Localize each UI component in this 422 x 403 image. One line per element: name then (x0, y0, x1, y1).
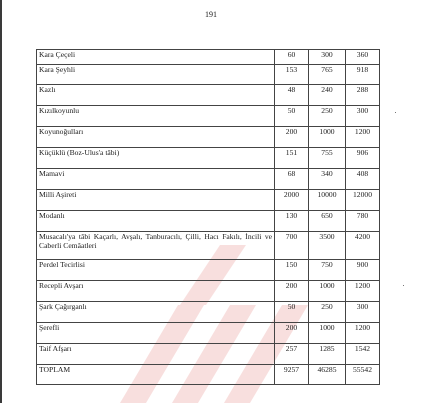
page-number: 191 (205, 10, 217, 19)
value-a-cell: 151 (275, 148, 309, 169)
table-row (37, 190, 380, 211)
value-c-cell: 408 (346, 169, 380, 190)
value-b-cell: 765 (309, 65, 346, 85)
value-c-cell: 288 (346, 85, 380, 106)
value-a-cell: 50 (275, 106, 309, 127)
value-b-cell: 1000 (309, 281, 346, 302)
total-b-cell: 46285 (309, 365, 346, 385)
tribe-name-cell: Küçüklü (Boz-Ulus'a tâbi) (37, 148, 275, 169)
tribe-name-cell: Recepli Avşarı (37, 281, 275, 302)
tribe-name-cell: Kazlı (37, 85, 275, 106)
total-c-cell: 55542 (346, 365, 380, 385)
value-b-cell: 240 (309, 85, 346, 106)
table-row (37, 65, 380, 85)
table-row (37, 50, 380, 65)
table-row (37, 211, 380, 232)
value-a-cell: 200 (275, 127, 309, 148)
value-a-cell: 153 (275, 65, 309, 85)
value-c-cell: 4200 (346, 232, 380, 260)
value-a-cell: 200 (275, 323, 309, 344)
value-c-cell: 300 (346, 302, 380, 323)
value-b-cell: 650 (309, 211, 346, 232)
value-c-cell: 1200 (346, 323, 380, 344)
scan-speck (403, 285, 404, 286)
table-row (37, 281, 380, 302)
value-c-cell: 906 (346, 148, 380, 169)
tribe-name-cell: Modanlı (37, 211, 275, 232)
value-b-cell: 3500 (309, 232, 346, 260)
value-b-cell: 1285 (309, 344, 346, 365)
value-b-cell: 340 (309, 169, 346, 190)
tribe-name-cell: Milli Aşireti (37, 190, 275, 211)
table-total-row (37, 365, 380, 385)
value-c-cell: 1200 (346, 281, 380, 302)
tribe-name-cell: Kara Çeçeli (37, 50, 275, 65)
value-c-cell: 1542 (346, 344, 380, 365)
value-b-cell: 250 (309, 302, 346, 323)
table-row (37, 302, 380, 323)
tribe-name-cell: Taif Afşarı (37, 344, 275, 365)
value-a-cell: 130 (275, 211, 309, 232)
tribe-name-cell: Musacalı'ya tâbi Kaçarlı, Avşalı, Tanburacılı, Çilli, Hacı Fakılı, İncili ve Caberli Cemâatleri (37, 232, 275, 260)
value-b-cell: 755 (309, 148, 346, 169)
value-a-cell: 700 (275, 232, 309, 260)
tribe-name-cell: Kızılkoyunlu (37, 106, 275, 127)
value-a-cell: 200 (275, 281, 309, 302)
population-table (36, 49, 380, 385)
value-b-cell: 10000 (309, 190, 346, 211)
tribe-name-cell: Kara Şeyhli (37, 65, 275, 85)
table-row (37, 106, 380, 127)
value-c-cell: 780 (346, 211, 380, 232)
table-row (37, 127, 380, 148)
tribe-name-cell: Mamavi (37, 169, 275, 190)
table-row (37, 323, 380, 344)
value-a-cell: 48 (275, 85, 309, 106)
total-label-cell: TOPLAM (37, 365, 275, 385)
value-b-cell: 1000 (309, 323, 346, 344)
table-row (37, 260, 380, 281)
value-c-cell: 12000 (346, 190, 380, 211)
value-c-cell: 360 (346, 50, 380, 65)
table-row (37, 148, 380, 169)
value-a-cell: 50 (275, 302, 309, 323)
tribe-name-cell: Şark Çağırganlı (37, 302, 275, 323)
tribe-name-cell: Perdel Tecirlisi (37, 260, 275, 281)
value-b-cell: 1000 (309, 127, 346, 148)
value-a-cell: 60 (275, 50, 309, 65)
scan-speck (395, 112, 396, 113)
value-b-cell: 250 (309, 106, 346, 127)
value-c-cell: 1200 (346, 127, 380, 148)
value-c-cell: 300 (346, 106, 380, 127)
table-row (37, 232, 380, 260)
tribe-name-cell: Koyunoğulları (37, 127, 275, 148)
value-a-cell: 2000 (275, 190, 309, 211)
value-c-cell: 918 (346, 65, 380, 85)
table-row (37, 344, 380, 365)
table-row (37, 169, 380, 190)
table-row (37, 85, 380, 106)
value-a-cell: 150 (275, 260, 309, 281)
total-a-cell: 9257 (275, 365, 309, 385)
value-b-cell: 750 (309, 260, 346, 281)
value-b-cell: 300 (309, 50, 346, 65)
value-a-cell: 68 (275, 169, 309, 190)
value-a-cell: 257 (275, 344, 309, 365)
tribe-name-cell: Şerefli (37, 323, 275, 344)
page-left-border (0, 0, 2, 403)
value-c-cell: 900 (346, 260, 380, 281)
